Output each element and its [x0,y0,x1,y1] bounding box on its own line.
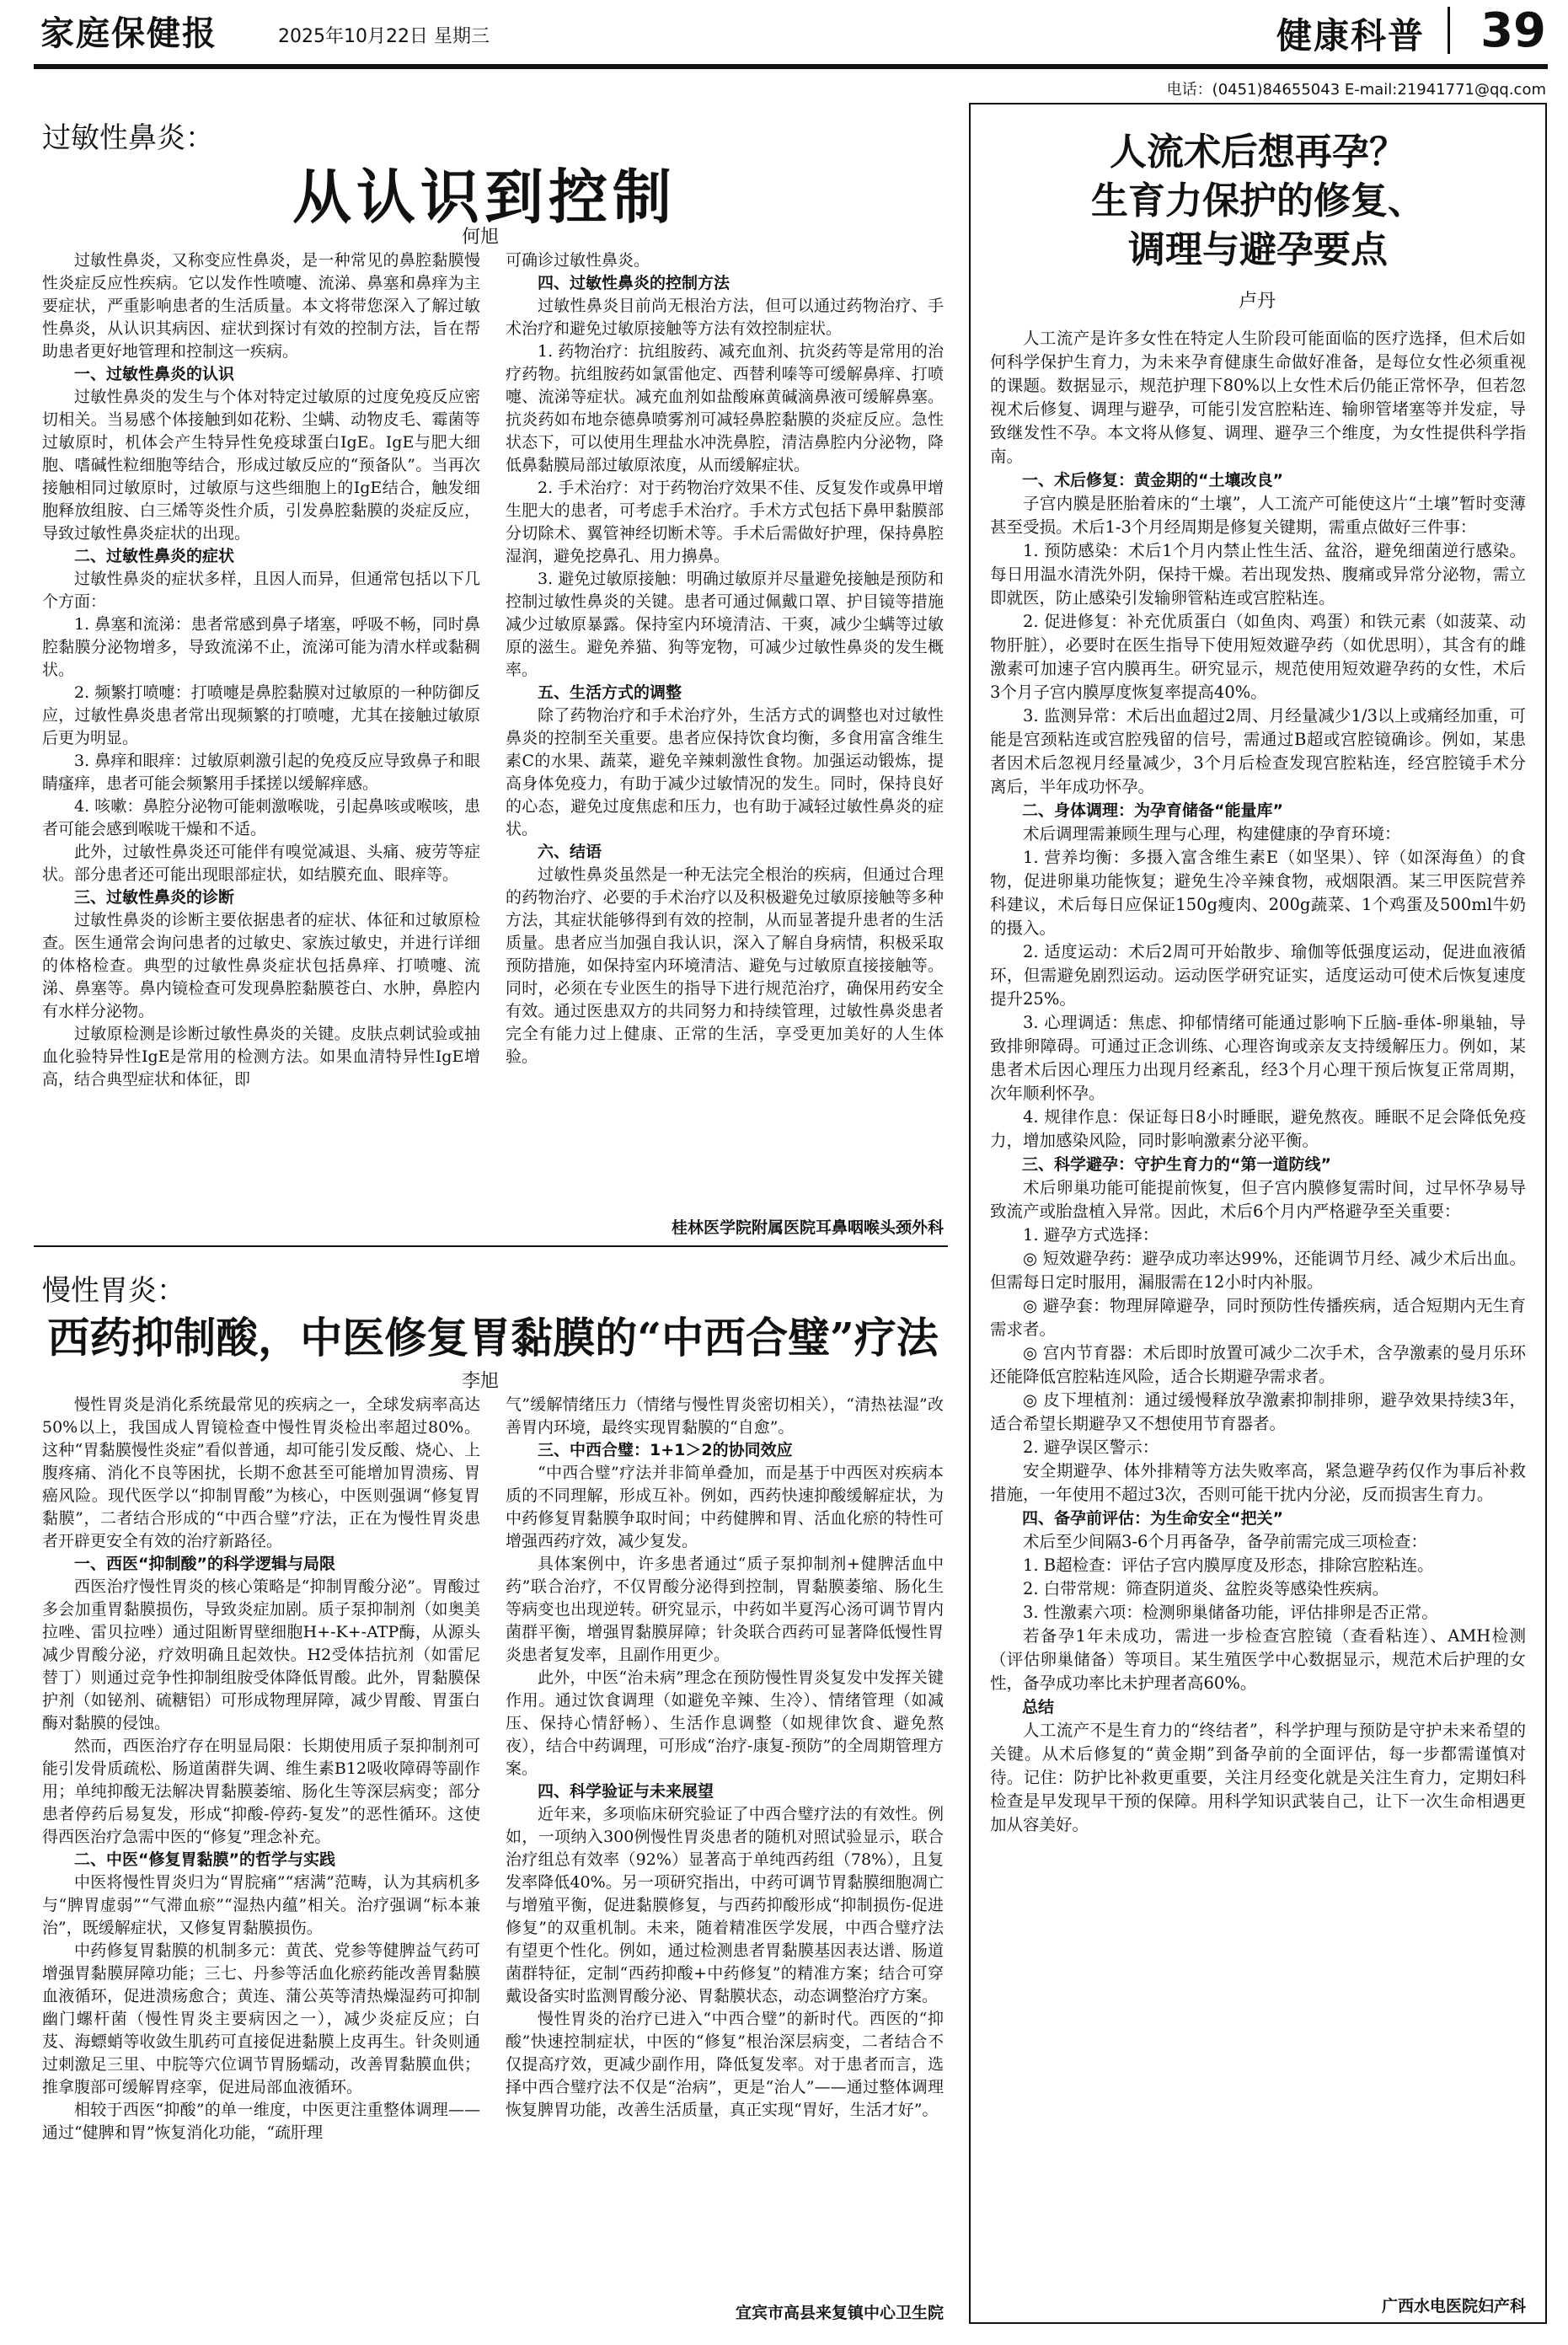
article2-column-2 [506,1394,944,2122]
article1-institution: 桂林医学院附属医院耳鼻咽喉头颈外科 [671,1218,944,1237]
paragraph: 过敏性鼻炎的发生与个体对特定过敏原的过度免疫反应密切相关。当易感个体接触到如花粉、尘螨、动物皮毛、霉菌等过敏原时，机体会产生特异性免疫球蛋白IgE。IgE与肥大细胞、嗜碱性粒细胞等结合，形成过敏反应的“预备队”。当再次接触相同过敏原时，过敏原与这些细胞上的IgE结合，触发细胞释放组胺、白三烯等炎性介质，引发鼻腔黏膜的炎症反应，导致过敏性鼻炎症状的出现。 [42,388,480,543]
section-heading: 一、西医“抑制酸”的科学逻辑与局限 [74,1555,335,1573]
article2-institution: 宜宾市高县来复镇中心卫生院 [735,2304,944,2322]
article3-institution: 广西水电医院妇产科 [1381,2297,1526,2316]
article3-author: 卢丹 [1239,291,1276,312]
article3-title-line-1: 人流术后想再孕？ [1110,131,1406,174]
paragraph: 相较于西医“抑酸”的单一维度，中医更注重整体调理——通过“健脾和胃”恢复消化功能，“疏肝理 [42,2101,480,2142]
paragraph: 术后调理需兼顾生理与心理，构建健康的孕育环境： [1023,824,1401,843]
section-heading: 四、科学验证与未来展望 [538,1782,714,1801]
paragraph: 人工流产是许多女性在特定人生阶段可能面临的医疗选择，但术后如何科学保护生育力，为未来孕育健康生命做好准备，是每位女性必须重视的课题。数据显示，规范护理下80%以上女性术后仍能正常怀孕，但若忽视术后修复、调理与避孕，可能引发宫腔粘连、输卵管堵塞等并发症，导致继发性不孕。本文将从修复、调理、避孕三个维度，为女性提供科学指南。 [990,329,1526,466]
paragraph: 4. 规律作息：保证每日8小时睡眠，避免熬夜。睡眠不足会降低免疫力，增加感染风险，同时影响激素分泌平衡。 [990,1107,1526,1150]
section-heading: 三、科学避孕：守护生育力的“第一道防线” [1022,1155,1331,1174]
article3-title-line-2: 生育力保护的修复、 [1091,179,1425,222]
paragraph: 然而，西医治疗存在明显局限：长期使用质子泵抑制剂可能引发骨质疏松、肠道菌群失调、维生素B12吸收障碍等副作用；单纯抑酸无法解决胃黏膜萎缩、肠化生等深层病变；部分患者停药后易复发，形成“抑酸-停药-复发”的恶性循环。这使得西医治疗急需中医的“修复”理念补充。 [42,1737,480,1846]
paragraph: 气”缓解情绪压力（情绪与慢性胃炎密切相关），“清热祛湿”改善胃内环境，最终实现胃黏膜的“自愈”。 [506,1395,944,1437]
paragraph: 3. 避免过敏原接触：明确过敏原并尽量避免接触是预防和控制过敏性鼻炎的关键。患者可通过佩戴口罩、护目镜等措施减少过敏原暴露。保持室内环境清洁、干爽，减少尘螨等过敏原的滋生。避免养猫、狗等宠物，可减少过敏性鼻炎的发生概率。 [506,570,944,679]
article1-kicker: 过敏性鼻炎： [42,121,214,155]
section-heading: 一、术后修复：黄金期的“土壤改良” [1022,471,1283,490]
paragraph: 人工流产不是生育力的“终结者”，科学护理与预防是守护未来希望的关键。从术后修复的“黄金期”到备孕前的全面评估，每一步都需谨慎对待。记住：防护比补救更重要，关注月经变化就是关注生育力，定期妇科检查是早发现早干预的保障。用科学知识武装自己，让下一次生命相遇更加从容美好。 [990,1721,1526,1834]
paragraph: 具体案例中，许多患者通过“质子泵抑制剂+健脾活血中药”联合治疗，不仅胃酸分泌得到控制，胃黏膜萎缩、肠化生等病变也出现逆转。研究显示，中药如半夏泻心汤可调节胃内菌群平衡，增强胃黏膜屏障；针灸联合西药可显著降低慢性胃炎患者复发率，且副作用更少。 [506,1555,944,1664]
article1-column-1 [42,249,480,1091]
section-heading: 五、生活方式的调整 [538,683,682,702]
paragraph: 2. 手术治疗：对于药物治疗效果不佳、反复发作或鼻甲增生肥大的患者，可考虑手术治疗。手术方式包括下鼻甲黏膜部分切除术、翼管神经切断术等。手术后需做好护理，保持鼻腔湿润，避免挖鼻孔、用力擤鼻。 [506,479,944,565]
article1-title: 从认识到控制 [292,162,677,232]
paragraph: 过敏性鼻炎目前尚无根治方法，但可以通过药物治疗、手术治疗和避免过敏原接触等方法有效控制症状。 [506,297,944,338]
paragraph: 此外，过敏性鼻炎还可能伴有嗅觉减退、头痛、疲劳等症状。部分患者还可能出现眼部症状，如结膜充血、眼痒等。 [42,843,480,884]
paragraph: 1. 营养均衡：多摄入富含维生素E（如坚果）、锌（如深海鱼）的食物，促进卵巢功能恢复；避免生冷辛辣食物，戒烟限酒。某三甲医院营养科建议，术后每日应保证150g瘦肉、200g蔬菜、1个鸡蛋及500ml牛奶的摄入。 [990,848,1526,938]
paragraph: 此外，中医“治未病”理念在预防慢性胃炎复发中发挥关键作用。通过饮食调理（如避免辛辣、生冷）、情绪管理（如减压、保持心情舒畅）、生活作息调整（如规律饮食、避免熬夜），结合中药调理，可形成“治疗-康复-预防”的全周期管理方案。 [506,1668,944,1778]
paragraph: 中药修复胃黏膜的机制多元：黄芪、党参等健脾益气药可增强胃黏膜屏障功能；三七、丹参等活血化瘀药能改善胃黏膜血液循环，促进溃疡愈合；黄连、蒲公英等清热燥湿药可抑制幽门螺杆菌（慢性胃炎主要病因之一），减少炎症反应；白芨、海螵蛸等收敛生肌药可直接促进黏膜上皮再生。针灸则通过刺激足三里、中脘等穴位调节胃肠蠕动，改善胃黏膜血供；推拿腹部可缓解胃痉挛，促进局部血液循环。 [42,1941,480,2096]
page-number: 39 [1480,3,1546,58]
article3-body [990,327,1526,1837]
section-heading: 二、中医“修复胃黏膜”的哲学与实践 [74,1850,335,1869]
paragraph: ◎ 皮下埋植剂：通过缓慢释放孕激素抑制排卵，避孕效果持续3年，适合希望长期避孕又不想使用节育器者。 [990,1390,1526,1433]
paragraph: 过敏原检测是诊断过敏性鼻炎的关键。皮肤点刺试验或抽血化验特异性IgE是常用的检测方法。如果血清特异性IgE增高，结合典型症状和体征，即 [42,1025,480,1089]
paragraph: 过敏性鼻炎的诊断主要依据患者的症状、体征和过敏原检查。医生通常会询问患者的过敏史、家族过敏史，并进行详细的体格检查。典型的过敏性鼻炎症状包括鼻痒、打喷嚏、流涕、鼻塞等。鼻内镜检查可发现鼻腔黏膜苍白、水肿，鼻腔内有水样分泌物。 [42,911,480,1020]
paragraph: 4. 咳嗽：鼻腔分泌物可能刺激喉咙，引起鼻咳或喉咳，患者可能会感到喉咙干燥和不适。 [42,797,480,838]
article2-author: 李旭 [462,1371,500,1392]
paragraph: 过敏性鼻炎的症状多样，且因人而异，但通常包括以下几个方面： [42,570,480,611]
paragraph: 2. 频繁打喷嚏：打喷嚏是鼻腔黏膜对过敏原的一种防御反应，过敏性鼻炎患者常出现频繁的打喷嚏，尤其在接触过敏原后更为明显。 [42,683,480,747]
contact-info: 电话：(0451)84655043 E-mail:21941771@qq.com [1166,81,1546,99]
paragraph: 过敏性鼻炎，又称变应性鼻炎，是一种常见的鼻腔黏膜慢性炎症反应性疾病。它以发作性喷嚏、流涕、鼻塞和鼻痒为主要症状，严重影响患者的生活质量。本文将带您深入了解过敏性鼻炎，从认识其病因、症状到探讨有效的控制方法，旨在帮助患者更好地管理和控制这一疾病。 [42,251,480,361]
paragraph: ◎ 宫内节育器：术后即时放置可减少二次手术，含孕激素的曼月乐环还能降低宫腔粘连风险，适合长期避孕需求者。 [990,1343,1526,1386]
article1-author: 何旭 [462,227,500,248]
paragraph: 1. 药物治疗：抗组胺药、减充血剂、抗炎药等是常用的治疗药物。抗组胺药如氯雷他定、西替利嗪等可缓解鼻痒、打喷嚏、流涕等症状。减充血剂如盐酸麻黄碱滴鼻液可缓解鼻塞。抗炎药如布地奈德鼻喷雾剂可减轻鼻腔黏膜的炎症反应。急性状态下，可以使用生理盐水冲洗鼻腔，清洁鼻腔内分泌物，降低鼻黏膜局部过敏原浓度，从而缓解症状。 [506,342,944,474]
paragraph: 3. 监测异常：术后出血超过2周、月经量减少1/3以上或痛经加重，可能是宫颈粘连或宫腔残留的信号，需通过B超或宫腔镜确诊。例如，某患者因术后忽视月经量减少，3个月后检查发现宫腔粘连，经宫腔镜手术分离后，半年成功怀孕。 [990,706,1526,796]
section-heading: 一、过敏性鼻炎的认识 [74,365,235,383]
paragraph: 术后卵巢功能可能提前恢复，但子宫内膜修复需时间，过早怀孕易导致流产或胎盘植入异常。因此，术后6个月内严格避孕至关重要： [990,1178,1526,1221]
paragraph: 西医治疗慢性胃炎的核心策略是“抑制胃酸分泌”。胃酸过多会加重胃黏膜损伤，导致炎症加剧。质子泵抑制剂（如奥美拉唑、雷贝拉唑）通过阻断胃壁细胞H+-K+-ATP酶，从源头减少胃酸分泌，疗效明确且起效快。H2受体拮抗剂（如雷尼替丁）则通过竞争性抑制组胺受体降低胃酸。此外，胃黏膜保护剂（如铋剂、硫糖铝）可形成物理屏障，减少胃酸、胃蛋白酶对黏膜的侵蚀。 [42,1577,480,1732]
article3-title [977,128,1539,275]
article3-title-line-3: 调理与避孕要点 [1128,228,1388,271]
article2-column-1 [42,1394,480,2144]
paragraph: “中西合璧”疗法并非简单叠加，而是基于中西医对疾病本质的不同理解，形成互补。例如，西药快速抑酸缓解症状，为中药修复胃黏膜争取时间；中药健脾和胃、活血化瘀的特性可增强西药疗效，减少复发。 [506,1464,944,1550]
section-heading: 二、身体调理：为孕育储备“能量库” [1022,801,1283,820]
paragraph: 3. 心理调适：焦虑、抑郁情绪可能通过影响下丘脑-垂体-卵巢轴，导致排卵障碍。可通过正念训练、心理咨询或亲友支持缓解压力。例如，某患者术后因心理压力出现月经紊乱，经3个月心理干预后恢复正常周期，次年顺利怀孕。 [990,1013,1526,1103]
section-heading: 总结 [1022,1698,1055,1716]
section-heading: 三、过敏性鼻炎的诊断 [74,888,235,907]
paragraph: 除了药物治疗和手术治疗外，生活方式的调整也对过敏性鼻炎的控制至关重要。患者应保持饮食均衡，多食用富含维生素C的水果、蔬菜，避免辛辣刺激性食物。加强运动锻炼，提高身体免疫力，有助于减少过敏情况的发生。同时，保持良好的心态，避免过度焦虑和压力，也有助于减轻过敏性鼻炎的症状。 [506,706,944,838]
paragraph: 3. 性激素六项：检测卵巢储备功能，评估排卵是否正常。 [1023,1603,1438,1622]
paragraph: 1. 预防感染：术后1个月内禁止性生活、盆浴，避免细菌逆行感染。每日用温水清洗外阴，保持干燥。若出现发热、腹痛或异常分泌物，需立即就医，防止感染引发输卵管粘连或宫腔粘连。 [990,541,1526,608]
paragraph: 2. 促进修复：补充优质蛋白（如鱼肉、鸡蛋）和铁元素（如菠菜、动物肝脏），必要时在医生指导下使用短效避孕药（如优思明），其含有的雌激素可加速子宫内膜再生。研究显示，规范使用短效避孕药的女性，术后3个月子宫内膜厚度恢复率提高40%。 [990,612,1526,702]
paragraph: 2. 白带常规：筛查阴道炎、盆腔炎等感染性疾病。 [1023,1579,1389,1598]
paragraph: 慢性胃炎的治疗已进入“中西合璧”的新时代。西医的“抑酸”快速控制症状，中医的“修复”根治深层病变，二者结合不仅提高疗效，更减少副作用，降低复发率。对于患者而言，选择中西合璧疗法不仅是“治病”，更是“治人”——通过整体调理恢复脾胃功能，改善生活质量，真正实现“胃好，生活才好”。 [506,2010,944,2119]
paragraph: 若备孕1年未成功，需进一步检查宫腔镜（查看粘连）、AMH检测（评估卵巢储备）等项目。某生殖医学中心数据显示，规范术后护理的女性，备孕成功率比未护理者高60%。 [990,1626,1526,1693]
masthead-rule [34,64,1548,69]
paragraph: 中医将慢性胃炎归为“胃脘痛”“痞满”范畴，认为其病机多与“脾胃虚弱”“气滞血瘀”“湿热内蕴”相关。治疗强调“标本兼治”，既缓解症状，又修复胃黏膜损伤。 [42,1873,480,1937]
paragraph: 慢性胃炎是消化系统最常见的疾病之一，全球发病率高达50%以上，我国成人胃镜检查中慢性胃炎检出率超过80%。这种“胃黏膜慢性炎症”看似普通，却可能引发反酸、烧心、上腹疼痛、消化不良等困扰，长期不愈甚至可能增加胃溃疡、胃癌风险。现代医学以“抑制胃酸”为核心，中医则强调“修复胃黏膜”，二者结合形成的“中西合璧”疗法，正在为慢性胃炎患者开辟更安全有效的治疗新路径。 [42,1395,480,1550]
issue-date: 2025年10月22日 星期三 [278,26,490,47]
paper-name: 家庭保健报 [40,13,217,53]
paragraph: 过敏性鼻炎虽然是一种无法完全根治的疾病，但通过合理的药物治疗、必要的手术治疗以及积极避免过敏原接触等多种方法，其症状能够得到有效的控制，从而显著提升患者的生活质量。患者应当加强自我认识，深入了解自身病情，积极采取预防措施，如保持室内环境清洁、避免与过敏原直接接触等。同时，必须在专业医生的指导下进行规范治疗，确保用药安全有效。通过医患双方的共同努力和持续管理，过敏性鼻炎患者完全有能力过上健康、正常的生活，享受更加美好的人生体验。 [506,865,944,1066]
paragraph: 术后至少间隔3-6个月再备孕，备孕前需完成三项检查： [1023,1532,1427,1551]
section-heading: 四、备孕前评估：为生命安全“把关” [1022,1509,1283,1528]
paragraph: 1. 鼻塞和流涕：患者常感到鼻子堵塞，呼吸不畅，同时鼻腔黏膜分泌物增多，导致流涕不止，流涕可能为清水样或黏稠状。 [42,615,480,679]
section-title: 健康科普 [1276,15,1425,56]
paragraph: 安全期避孕、体外排精等方法失败率高，紧急避孕药仅作为事后补救措施，一年使用不超过3次，否则可能干扰内分泌，反而损害生育力。 [990,1461,1526,1504]
paragraph: 3. 鼻痒和眼痒：过敏原刺激引起的免疫反应导致鼻子和眼睛瘙痒，患者可能会频繁用手揉搓以缓解痒感。 [42,752,480,793]
section-divider [34,1245,948,1247]
paragraph: 2. 适度运动：术后2周可开始散步、瑜伽等低强度运动，促进血液循环，但需避免剧烈运动。运动医学研究证实，适度运动可使术后恢复速度提升25%。 [990,942,1526,1009]
masthead-separator [1448,7,1450,54]
article2-title: 西药抑制酸，中医修复胃黏膜的“中西合璧”疗法 [47,1313,939,1363]
section-heading: 六、结语 [538,843,602,861]
section-heading: 二、过敏性鼻炎的症状 [74,547,235,565]
section-heading: 四、过敏性鼻炎的控制方法 [538,274,730,292]
paragraph: 2. 避孕误区警示： [1023,1438,1159,1457]
paragraph: 1. 避孕方式选择： [1023,1225,1159,1245]
paragraph: 1. B超检查：评估子宫内膜厚度及形态，排除宫腔粘连。 [1023,1555,1434,1575]
paragraph: ◎ 避孕套：物理屏障避孕，同时预防性传播疾病，适合短期内无生育需求者。 [990,1296,1526,1339]
paragraph: ◎ 短效避孕药：避孕成功率达99%，还能调节月经、减少术后出血。但需每日定时服用，漏服需在12小时内补服。 [990,1249,1526,1292]
article1-column-2 [506,249,944,1068]
paragraph: 可确诊过敏性鼻炎。 [506,251,650,270]
paragraph: 子宫内膜是胚胎着床的“土壤”，人工流产可能使这片“土壤”暂时变薄甚至受损。术后1-3个月经周期是修复关键期，需重点做好三件事： [990,494,1526,537]
article2-kicker: 慢性胃炎： [42,1274,185,1308]
paragraph: 近年来，多项临床研究验证了中西合璧疗法的有效性。例如，一项纳入300例慢性胃炎患者的随机对照试验显示，联合治疗组总有效率（92%）显著高于单纯西药组（78%），且复发率降低40%。另一项研究指出，中药可调节胃黏膜细胞凋亡与增殖平衡，促进黏膜修复，与西药抑酸形成“抑制损伤-促进修复”的双重机制。未来，随着精准医学发展，中西合璧疗法有望更个性化。例如，通过检测患者胃黏膜基因表达谱、肠道菌群特征，定制“西药抑酸+中药修复”的精准方案；结合可穿戴设备实时监测胃酸分泌、胃黏膜状态，动态调整治疗方案。 [506,1805,944,2005]
section-heading: 三、中西合璧：1+1＞2的协同效应 [538,1441,793,1459]
